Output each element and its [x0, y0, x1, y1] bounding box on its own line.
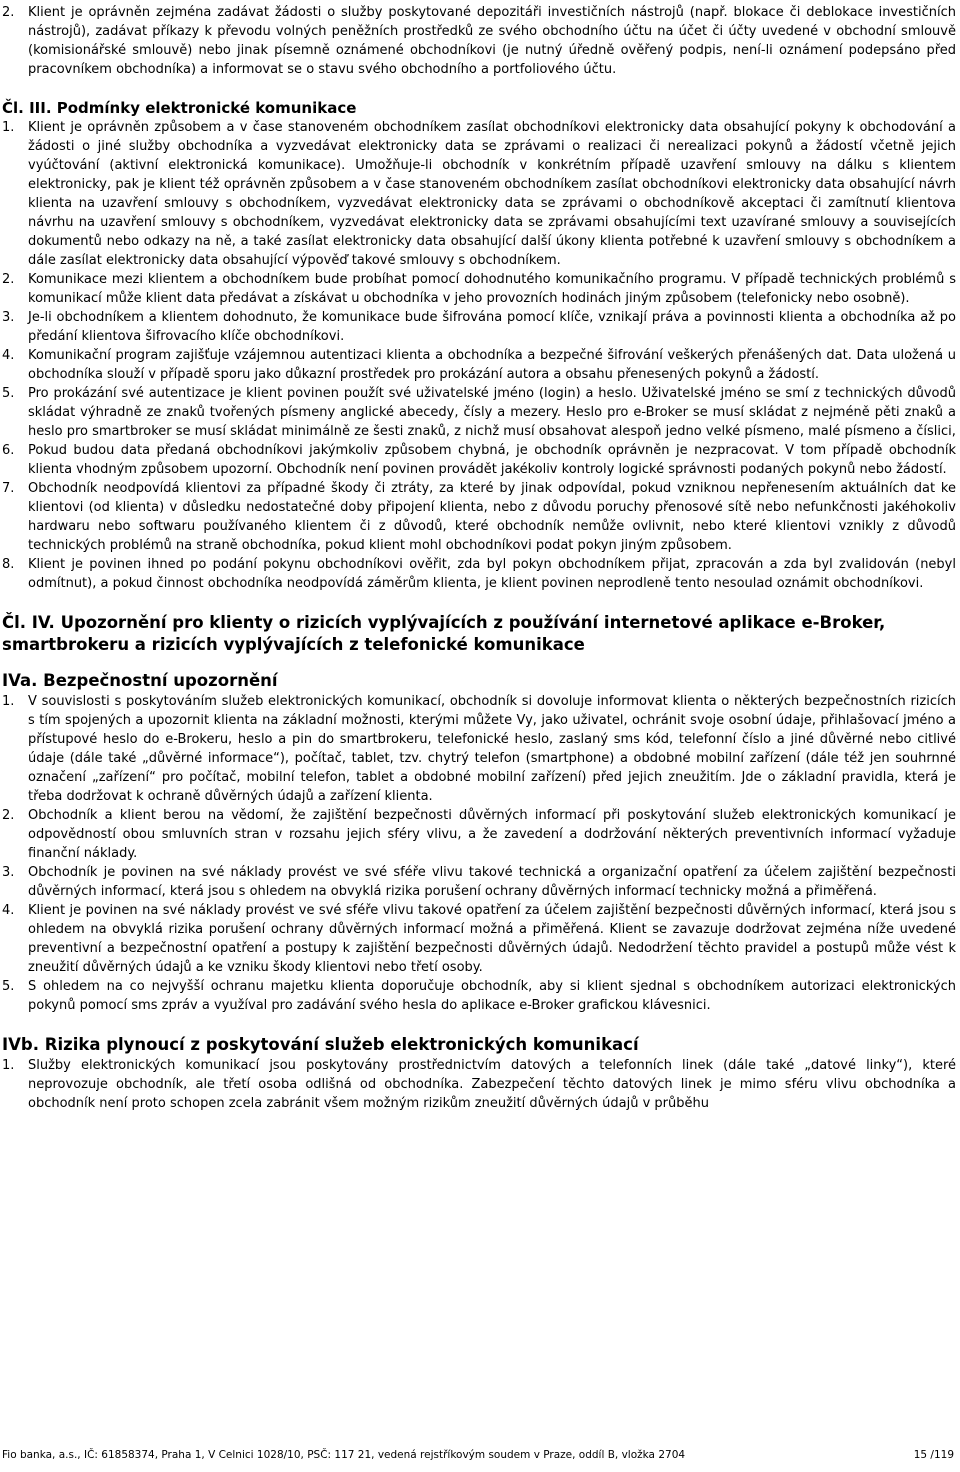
item-number: 3.: [2, 865, 15, 880]
item-number: 5.: [2, 979, 15, 994]
item-number: 4.: [2, 903, 15, 918]
list-item: [2, 384, 956, 441]
item-text: Klient je oprávněn způsobem a v čase stanoveném obchodníkem zasílat obchodníkovi elektronicky data obsahující pokyny k obchodování a žádosti o jiné služby obchodníka a vyzvedávat elektronicky data se zprávami o realizaci či nerealizaci pokynů a žádostí včetně jejich vyúčtování (aktivní elektronická komunikace). Umožňuje-li obchodník v konkrétním případě uzavření smlouvy na dálku s klientem elektronicky, pak je klient též oprávněn způsobem a v čase stanoveném obchodníkem zasílat obchodníkovi elektronicky data obsahující návrh klienta na uzavření smlouvy s obchodníkem, vyzvedávat elektronicky data se zprávami o obchodníkově akceptaci či zamítnutí klientova návrhu na uzavření smlouvy s obchodníkem, vyzvedávat elektronicky data se zprávami obsahujícími text uzavírané smlouvy a souvisejících dokumentů nebo odkazy na ně, a také zasílat elektronicky data obsahující další úkony klienta potřebné k uzavření smlouvy s obchodníkem a dále zasílat elektronicky data obsahující výpověď takové smlouvy s obchodníkem.: [28, 120, 956, 268]
section-heading-iii: Čl. III. Podmínky elektronické komunikace: [2, 99, 357, 117]
item-text: Komunikační program zajišťuje vzájemnou autentizaci klienta a obchodníka a bezpečné šifrování veškerých přenášených dat. Data uložená u obchodníka slouží v případě sporu jako důkazní prostředek pro prokázání autora a obsahu přenesených pokynů a žádostí.: [28, 348, 956, 382]
page-number: 15 /119: [913, 1449, 954, 1461]
item-number: 6.: [2, 443, 15, 458]
item-number: 7.: [2, 481, 15, 496]
item-number: 8.: [2, 557, 15, 572]
item-text: Obchodník neodpovídá klientovi za případné škody či ztráty, za které by jinak odpovídal, pokud vzniknou nepřenesením aktuálních dat ke klientovi (od klienta) v důsledku nedostatečné doby připojení klienta, nebo z důvodu poruchy přenosové sítě nebo nefunkčnosti jakéhokoliv hardwaru nebo softwaru používaného klientem či z důvodů, které obchodník nemůže ovlivnit, nebo které klientovi vznikly z důvodů technických problémů na straně obchodníka, pokud klient mohl obchodníkovi podat pokyn jiným způsobem.: [28, 481, 956, 553]
item-number: 4.: [2, 348, 15, 363]
item-text: Obchodník je povinen na své náklady provést ve své sféře vlivu takové technická a organizační opatření za účelem zajištění bezpečnosti důvěrných informací, která jsou s ohledem na obvyklá rizika porušení ochrany důvěrných informací technicky možná a přiměřená.: [28, 865, 956, 899]
list-item: [2, 1056, 956, 1113]
item-number: 2.: [2, 808, 15, 823]
item-text: Pokud budou data předaná obchodníkovi jakýmkoliv způsobem chybná, je obchodník oprávněn je nezpracovat. V tom případě obchodník klienta vhodným způsobem upozorní. Obchodník není povinen provádět jakékoliv kontroly logické správnosti podaných pokynů nebo žádostí.: [28, 443, 956, 477]
item-text: Je-li obchodníkem a klientem dohodnuto, že komunikace bude šifrována pomocí klíče, vznikají práva a povinnosti klienta a obchodníka až po předání klientova šifrovacího klíče obchodníkovi.: [28, 310, 956, 344]
list-item: [2, 692, 956, 806]
list-item: [2, 555, 956, 593]
item-number: 2.: [2, 272, 15, 287]
page-footer: [2, 1448, 954, 1462]
list-item: [2, 479, 956, 555]
item-number: 1.: [2, 120, 15, 135]
item-text: Obchodník a klient berou na vědomí, že zajištění bezpečnosti důvěrných informací při poskytování služeb elektronických komunikací je odpovědností obou smluvních stran v rozsahu jejich sféry vlivu, a že zavedení a dodržování některých preventivních informací vyžaduje finanční náklady.: [28, 808, 956, 861]
list-item: [2, 441, 956, 479]
list-item: [2, 270, 956, 308]
item-text: Klient je povinen ihned po podání pokynu obchodníkovi ověřit, zda byl pokyn obchodníkem přijat, zpracován a zda byl zvalidován (nebyl odmítnut), a pokud činnost obchodníka neodpovídá záměrům klienta, je klient povinen neprodleně tento nesoulad oznámit obchodníkovi.: [28, 557, 956, 591]
item-number: 1.: [2, 694, 15, 709]
item-text: V souvislosti s poskytováním služeb elektronických komunikací, obchodník si dovoluje informovat klienta o některých bezpečnostních rizicích s tím spojených a upozornit klienta na základní možnosti, kterými můžete Vy, jako uživatel, ochránit svoje osobní údaje, přihlašovací jméno a přístupové heslo do e-Brokeru, heslo a pin do smartbrokeru, telefonické heslo, zaslaný sms kód, telefonní číslo a jiné důvěrné nebo citlivé údaje (dále také „důvěrné informace“), počítač, tablet, tzv. chytrý telefon (smartphone) a obdobné mobilní zařízení (dále též jen souhrnné označení „zařízení“ pro počítač, mobilní telefon, tablet a obdobné mobilní zařízení) před jejich zneužitím. Jde o základní pravidla, která je třeba dodržovat k ochraně důvěrných údajů a zařízení klienta.: [28, 694, 956, 804]
list-item: [2, 3, 956, 79]
list-item: [2, 977, 956, 1015]
item-text: Klient je oprávněn zejména zadávat žádosti o služby poskytované depozitáři investičních nástrojů (např. blokace či deblokace investičních nástrojů), zadávat příkazy k převodu volných peněžních prostředků ze svého obchodního účtu na účet či účty uvedené v obchodní smlouvě (komisionářské smlouvě) nebo jinak písemně oznámené obchodníkovi (je nutný úředně ověřený podpis, není-li oznámení podepsáno před pracovníkem obchodníka) a informovat se o stavu svého obchodního a portfoliového účtu.: [28, 5, 956, 77]
item-number: 1.: [2, 1058, 15, 1073]
section-heading-ivb: IVb. Rizika plynoucí z poskytování služeb elektronických komunikací: [2, 1035, 639, 1054]
list-item: [2, 118, 956, 270]
item-text: S ohledem na co nejvyšší ochranu majetku klienta doporučuje obchodník, aby si klient sjednal s obchodníkem autorizaci elektronických pokynů pomocí sms zpráv a využíval pro zadávání svého hesla do aplikace e-Broker grafickou klávesnici.: [28, 979, 956, 1013]
item-text: Komunikace mezi klientem a obchodníkem bude probíhat pomocí dohodnutého komunikačního programu. V případě technických problémů s komunikací může klient data předávat a získávat u obchodníka v jeho provozních hodinách jiným způsobem (telefonicky nebo osobně).: [28, 272, 956, 306]
item-number: 3.: [2, 310, 15, 325]
item-number: 2.: [2, 5, 15, 20]
list-item: [2, 901, 956, 977]
list-item: [2, 863, 956, 901]
item-text: Pro prokázání své autentizace je klient povinen použít své uživatelské jméno (login) a heslo. Uživatelské jméno se smí z technických důvodů skládat výhradně ze znaků tvořených písmeny anglické abecedy, čísly a mezery. Heslo pro e-Broker se musí skládat z nejméně pěti znaků a heslo pro smartbroker se musí skládat minimálně ze šesti znaků, z nichž musí obsahovat alespoň jedno velké písmeno, malé písmeno a číslici,: [28, 386, 956, 439]
section-heading-iv: Čl. IV. Upozornění pro klienty o rizicích vyplývajících z používání internetové aplikace e-Broker, smartbrokeru a rizicích vyplývajících z telefonické komunikace: [2, 613, 886, 654]
item-text: Klient je povinen na své náklady provést ve své sféře vlivu takové opatření za účelem zajištění bezpečnosti důvěrných informací, která jsou s ohledem na obvyklá rizika porušení ochrany důvěrných informací možná a přiměřená. Klient se zavazuje dodržovat zejména níže uvedené preventivní a bezpečnostní opatření a postupy k zajištění bezpečnosti důvěrných údajů. Nedodržení těchto pravidel a postupů může vést k zneužití důvěrných údajů a ke vzniku škody klientovi nebo třetí osoby.: [28, 903, 956, 975]
footer-company-info: Fio banka, a.s., IČ: 61858374, Praha 1, V Celnici 1028/10, PSČ: 117 21, vedená rejstříkovým soudem v Praze, oddíl B, vložka 2704: [2, 1449, 686, 1461]
list-item: [2, 806, 956, 863]
section-heading-iva: IVa. Bezpečnostní upozornění: [2, 671, 278, 690]
item-number: 5.: [2, 386, 15, 401]
item-text: Služby elektronických komunikací jsou poskytovány prostřednictvím datových a telefonních linek (dále také „datové linky“), které neprovozuje obchodník, ale třetí osoba odlišná od obchodníka. Zabezpečení těchto datových linek je mimo sféru vlivu obchodníka a obchodník není proto schopen zcela zabránit všem možným rizikům zneužití důvěrných údajů v průběhu: [28, 1058, 956, 1111]
list-item: [2, 346, 956, 384]
list-item: [2, 308, 956, 346]
